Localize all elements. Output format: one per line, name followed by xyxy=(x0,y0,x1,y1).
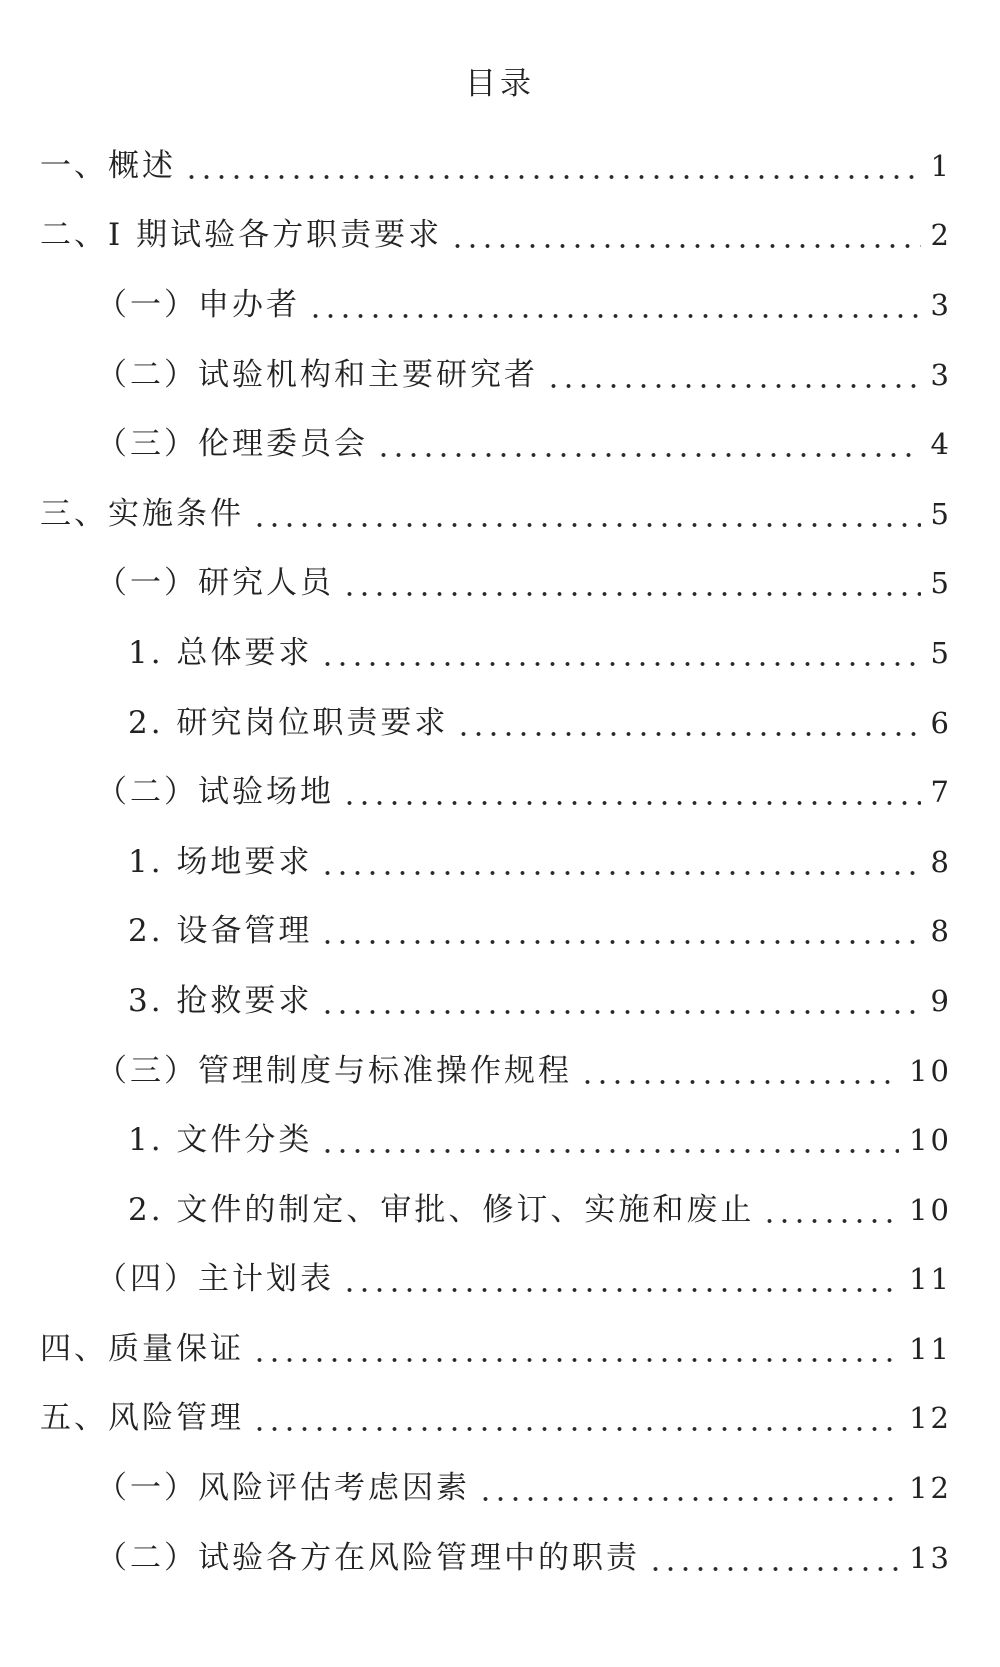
toc-entry[interactable] xyxy=(0,1245,1000,1315)
dot-leader xyxy=(184,144,921,188)
toc-entry-title: 五、风险管理 xyxy=(40,1400,244,1437)
toc-entry-title: （二）试验场地 xyxy=(96,774,334,811)
toc-entry-page-number: 7 xyxy=(930,775,952,810)
toc-entry-title: 三、实施条件 xyxy=(40,495,244,532)
dot-leader xyxy=(648,1536,899,1580)
toc-entry[interactable] xyxy=(0,1175,1000,1245)
toc-entry-title: （四）主计划表 xyxy=(96,1261,334,1298)
toc-entry-title: 2. 设备管理 xyxy=(128,913,313,950)
toc-entry[interactable] xyxy=(0,1036,1000,1106)
dot-leader xyxy=(320,840,920,884)
toc-entry-title: 1. 文件分类 xyxy=(128,1122,313,1159)
toc-entry[interactable] xyxy=(0,897,1000,967)
dot-leader xyxy=(580,1049,899,1093)
toc-entry-title: （一）研究人员 xyxy=(96,565,334,602)
toc-list xyxy=(0,131,1000,1592)
dot-leader xyxy=(320,1118,899,1162)
toc-entry[interactable] xyxy=(0,827,1000,897)
toc-entry-title: 一、概述 xyxy=(40,147,176,184)
toc-entry[interactable] xyxy=(0,1523,1000,1593)
dot-leader xyxy=(762,1188,899,1232)
toc-entry[interactable] xyxy=(0,409,1000,479)
toc-entry-title: （二）试验机构和主要研究者 xyxy=(96,356,538,393)
toc-entry-page-number: 3 xyxy=(930,287,952,322)
dot-leader xyxy=(320,979,920,1023)
toc-entry-page-number: 1 xyxy=(930,148,952,183)
dot-leader xyxy=(450,213,920,257)
toc-entry-page-number: 2 xyxy=(930,218,952,253)
toc-entry-page-number: 12 xyxy=(909,1401,952,1436)
dot-leader xyxy=(252,1396,899,1440)
dot-leader xyxy=(320,631,920,675)
toc-entry[interactable] xyxy=(0,1453,1000,1523)
dot-leader xyxy=(342,561,921,605)
toc-entry-page-number: 5 xyxy=(930,566,952,601)
toc-entry-title: 四、质量保证 xyxy=(40,1330,244,1367)
dot-leader xyxy=(478,1466,899,1510)
toc-entry[interactable] xyxy=(0,688,1000,758)
toc-entry-page-number: 11 xyxy=(909,1262,952,1297)
toc-entry-title: 1. 总体要求 xyxy=(128,634,313,671)
toc-entry-page-number: 13 xyxy=(909,1540,952,1575)
page-title: 目录 xyxy=(465,66,535,102)
toc-entry-page-number: 9 xyxy=(930,983,952,1018)
toc-entry[interactable] xyxy=(0,340,1000,410)
dot-leader xyxy=(342,770,921,814)
toc-entry[interactable] xyxy=(0,270,1000,340)
toc-entry-title: （三）伦理委员会 xyxy=(96,426,368,463)
dot-leader xyxy=(342,1257,899,1301)
toc-entry-page-number: 3 xyxy=(930,357,952,392)
toc-entry-title: 2. 文件的制定、审批、修订、实施和废止 xyxy=(128,1191,755,1228)
toc-entry[interactable] xyxy=(0,757,1000,827)
toc-entry-page-number: 8 xyxy=(930,914,952,949)
toc-entry-page-number: 10 xyxy=(909,1053,952,1088)
toc-entry-page-number: 5 xyxy=(930,635,952,670)
toc-entry-title: （一）风险评估考虑因素 xyxy=(96,1470,470,1507)
toc-entry-page-number: 12 xyxy=(909,1471,952,1506)
toc-entry-page-number: 6 xyxy=(930,705,952,740)
toc-entry[interactable] xyxy=(0,966,1000,1036)
toc-entry[interactable] xyxy=(0,1105,1000,1175)
toc-entry[interactable] xyxy=(0,1384,1000,1454)
dot-leader xyxy=(308,283,921,327)
toc-entry[interactable] xyxy=(0,549,1000,619)
toc-entry-page-number: 4 xyxy=(930,427,952,462)
toc-entry-title: （二）试验各方在风险管理中的职责 xyxy=(96,1539,640,1576)
toc-entry-title: 二、I 期试验各方职责要求 xyxy=(40,217,443,254)
toc-entry[interactable] xyxy=(0,1314,1000,1384)
toc-entry-title: 3. 抢救要求 xyxy=(128,982,313,1019)
toc-entry-page-number: 11 xyxy=(909,1331,952,1366)
dot-leader xyxy=(252,492,921,536)
dot-leader xyxy=(320,909,920,953)
toc-entry-title: （三）管理制度与标准操作规程 xyxy=(96,1052,572,1089)
toc-entry[interactable] xyxy=(0,618,1000,688)
toc-entry-title: 1. 场地要求 xyxy=(128,843,313,880)
toc-entry-page-number: 10 xyxy=(909,1123,952,1158)
toc-entry[interactable] xyxy=(0,201,1000,271)
toc-entry-page-number: 5 xyxy=(930,496,952,531)
toc-entry-page-number: 8 xyxy=(930,844,952,879)
dot-leader xyxy=(376,422,921,466)
toc-entry-page-number: 10 xyxy=(909,1192,952,1227)
dot-leader xyxy=(252,1327,899,1371)
toc-entry-title: 2. 研究岗位职责要求 xyxy=(128,704,449,741)
dot-leader xyxy=(546,353,921,397)
toc-entry-title: （一）申办者 xyxy=(96,286,300,323)
toc-entry[interactable] xyxy=(0,131,1000,201)
dot-leader xyxy=(456,701,920,745)
toc-entry[interactable] xyxy=(0,479,1000,549)
